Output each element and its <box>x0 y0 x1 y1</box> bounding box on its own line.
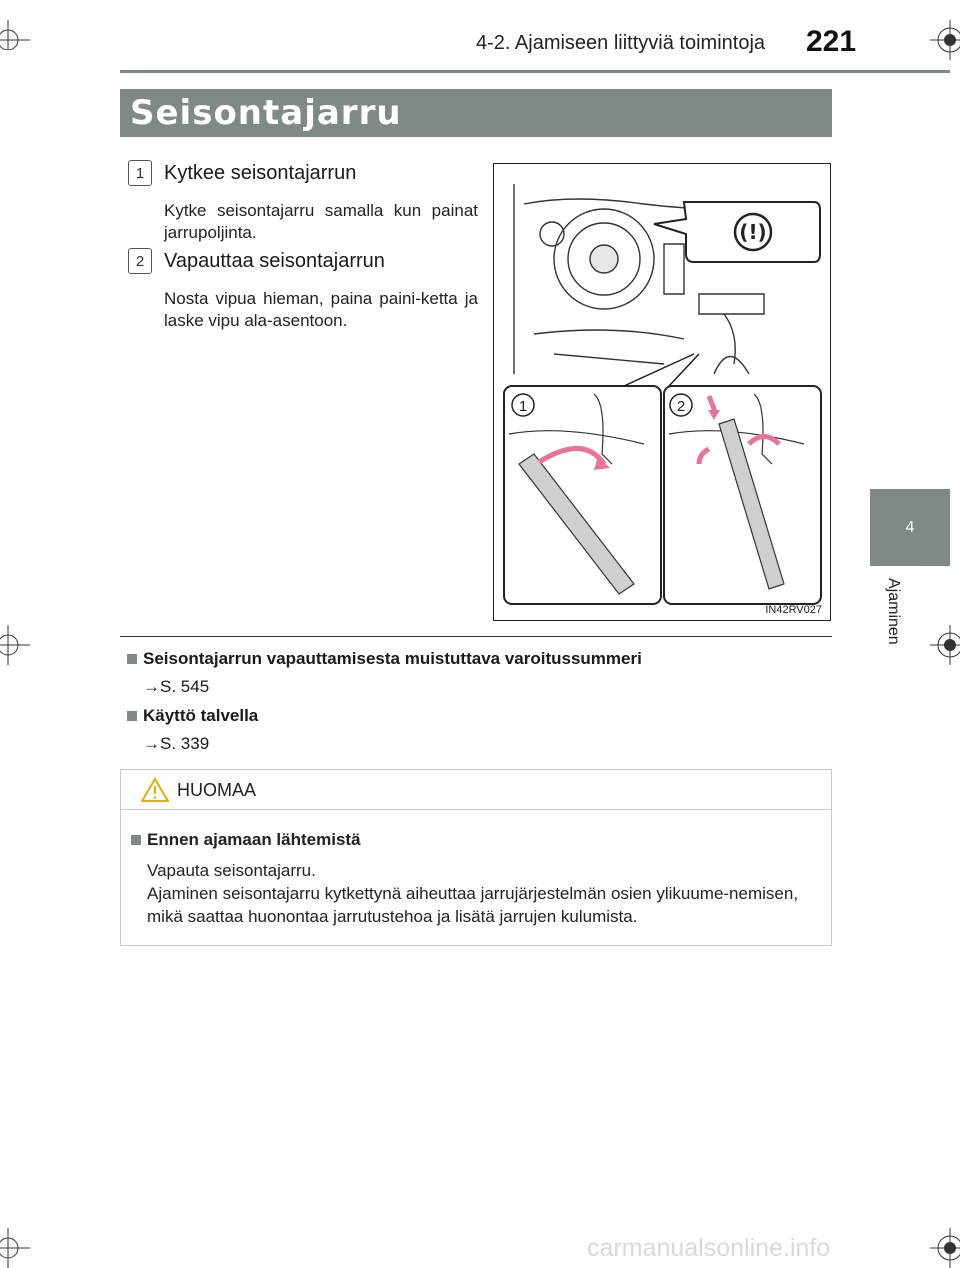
note-reminder-buzzer <box>127 649 642 697</box>
watermark: carmanualsonline.info <box>587 1234 831 1262</box>
parking-brake-illustration <box>493 163 831 621</box>
crop-mark-bottom-left <box>0 1228 30 1268</box>
figure-code: IN42RV027 <box>765 604 822 616</box>
callout-2: 2 <box>676 398 686 415</box>
step-description-1: Kytke seisontajarru samalla kun painat jarrupoljinta. <box>164 201 478 242</box>
step-number-2: 2 <box>128 248 152 274</box>
square-bullet-icon <box>131 835 141 845</box>
separator-rule <box>120 636 832 637</box>
step-2 <box>128 248 478 332</box>
crop-mark-top-right <box>930 20 960 60</box>
note-ref-1[interactable]: →S. 545 <box>143 677 210 696</box>
caution-heading: Ennen ajamaan lähtemistä <box>147 830 361 849</box>
warning-symbol: (!) <box>739 220 767 244</box>
crop-mark-mid-left <box>0 625 30 665</box>
square-bullet-icon <box>127 654 137 664</box>
step-description-2: Nosta vipua hieman, paina paini-ketta ja laske vipu ala-asentoon. <box>164 289 478 330</box>
note-winter-use <box>127 706 258 754</box>
illustration-drawing <box>494 164 830 620</box>
step-number-1: 1 <box>128 160 152 186</box>
caution-line-2: Ajaminen seisontajarru kytkettynä aiheuttaa jarrujärjestelmän osien ylikuume-nemisen, mikä saattaa huonontaa jarrutustehoa ja lisätä jarrujen kulumista. <box>147 884 799 926</box>
crop-mark-top-left <box>0 20 30 50</box>
caution-label: HUOMAA <box>177 780 257 800</box>
crop-mark-mid-right <box>930 625 960 665</box>
page-number: 221 <box>806 25 857 58</box>
step-heading-1: Kytkee seisontajarrun <box>164 161 357 184</box>
square-bullet-icon <box>127 711 137 721</box>
note-heading-1: Seisontajarrun vapauttamisesta muistuttava varoitussummeri <box>143 649 642 668</box>
section-header: 4-2. Ajamiseen liittyviä toimintoja <box>476 32 766 54</box>
header-rule <box>120 70 950 73</box>
warning-triangle-icon <box>141 777 169 803</box>
step-heading-2: Vapauttaa seisontajarrun <box>164 249 385 272</box>
note-heading-2: Käyttö talvella <box>143 706 259 725</box>
chapter-tab[interactable] <box>870 489 950 566</box>
note-ref-2[interactable]: →S. 339 <box>143 734 210 753</box>
chapter-number: 4 <box>905 518 915 536</box>
caution-line-1: Vapauta seisontajarru. <box>147 861 316 880</box>
caution-box <box>120 769 832 946</box>
page-title: Seisontajarru <box>120 89 832 137</box>
callout-1: 1 <box>518 398 528 415</box>
step-1 <box>128 160 478 244</box>
chapter-label: Ajaminen <box>885 578 902 645</box>
crop-mark-bottom-right <box>930 1228 960 1268</box>
